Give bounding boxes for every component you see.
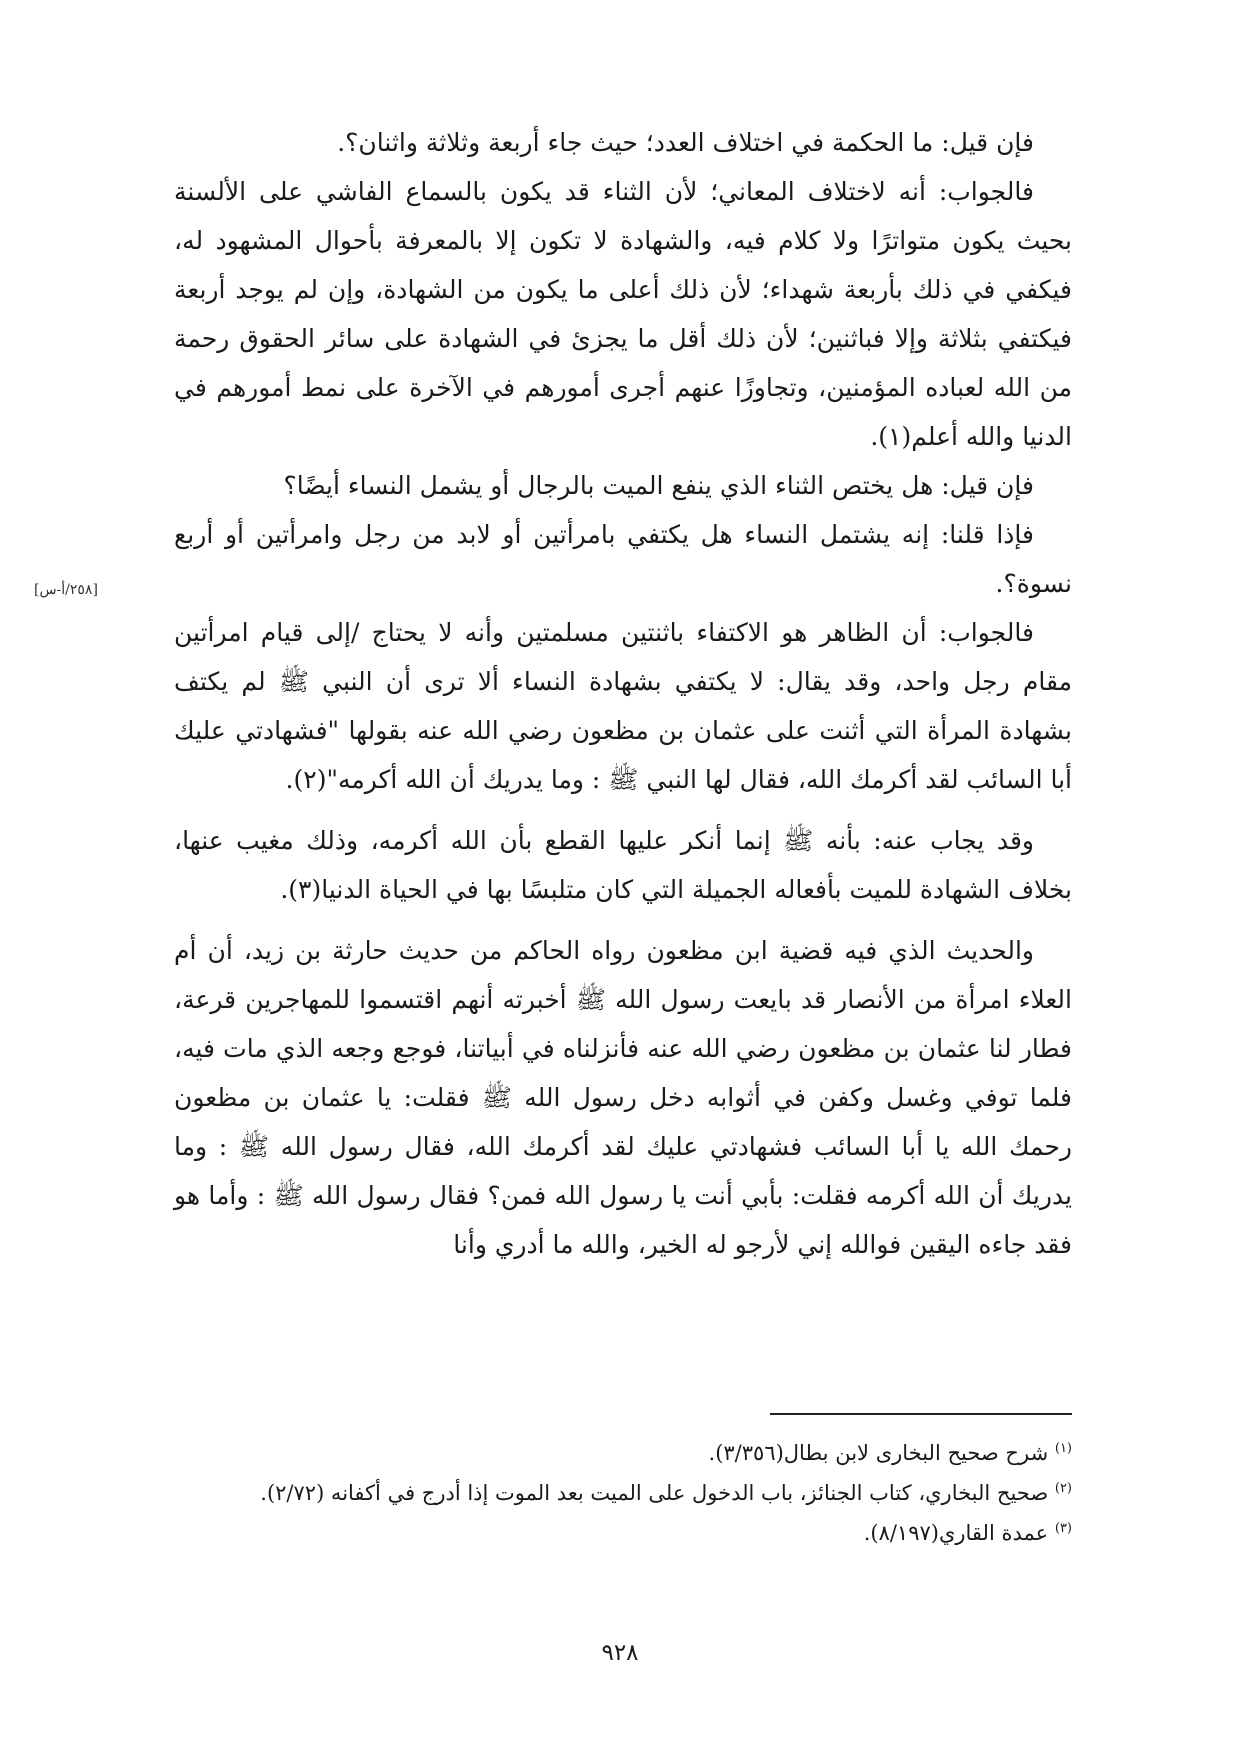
main-text (174, 118, 1072, 1269)
paragraph-reply: وقد يجاب عنه: بأنه ﷺ إنما أنكر عليها القطع بأن الله أكرمه، وذلك مغيب عنها، بخلاف الشهادة للميت بأفعاله الجميلة التي كان متلبسًا بها في الحياة الدنيا(٣). (174, 826, 1072, 904)
footnote-text: صحيح البخاري، كتاب الجنائز، باب الدخول على الميت بعد الموت إذا أدرج في أكفانه (٢/٧٢). (260, 1481, 1049, 1505)
footnote (174, 1513, 1072, 1553)
paragraph-hadith: والحديث الذي فيه قضية ابن مظعون رواه الحاكم من حديث حارثة بن زيد، أن أم العلاء امرأة من الأنصار قد بايعت رسول الله ﷺ أخبرته أنهم اقتسموا للمهاجرين قرعة، فطار لنا عثمان بن مظعون رضي الله عنه فأنزلناه في أبياتنا، فوجع وجعه الذي مات فيه، فلما توفي وغسل وكفن في أثوابه دخل رسول الله ﷺ فقلت: يا عثمان بن مظعون رحمك الله يا أبا السائب فشهادتي عليك لقد أكرمك الله، فقال رسول الله ﷺ : وما يدريك أن الله أكرمه فقلت: بأبي أنت يا رسول الله فمن؟ فقال رسول الله ﷺ : وأما هو فقد جاءه اليقين فوالله إني لأرجو له الخير، والله ما أدري وأنا (174, 936, 1072, 1259)
footnotes (174, 1433, 1072, 1553)
paragraph-question-number: فإن قيل: ما الحكمة في اختلاف العدد؛ حيث جاء أربعة وثلاثة واثنان؟. (337, 128, 1034, 157)
footnote-divider (770, 1413, 1072, 1415)
footnote-mark: (٣) (1054, 1521, 1072, 1536)
footnote-text: عمدة القاري(٨/١٩٧). (863, 1521, 1049, 1545)
page-number: ٩٢٨ (601, 1640, 639, 1666)
footnote (174, 1433, 1072, 1473)
footnote-mark: (١) (1054, 1441, 1072, 1456)
footnote (174, 1473, 1072, 1513)
footnote-text: شرح صحيح البخارى لابن بطال(٣/٣٥٦). (708, 1441, 1049, 1465)
paragraph-question-women: فإن قيل: هل يختص الثناء الذي ينفع الميت بالرجال أو يشمل النساء أيضًا؟ (283, 471, 1034, 500)
paragraph-question-count: فإذا قلنا: إنه يشتمل النساء هل يكتفي بامرأتين أو لابد من رجل وامرأتين أو أربع نسوة؟. (174, 520, 1072, 598)
footnote-mark: (٢) (1054, 1481, 1072, 1496)
paragraph-answer-number: فالجواب: أنه لاختلاف المعاني؛ لأن الثناء قد يكون بالسماع الفاشي على الألسنة بحيث يكون متواترًا ولا كلام فيه، والشهادة لا تكون إلا بالمعرفة بأحوال المشهود له، فيكفي في ذلك بأربعة شهداء؛ لأن ذلك أعلى ما يكون من الشهادة، وإن لم يوجد أربعة فيكتفي بثلاثة وإلا فباثنين؛ لأن ذلك أقل ما يجزئ في الشهادة على سائر الحقوق رحمة من الله لعباده المؤمنين، وتجاوزًا عنهم أجرى أمورهم في الآخرة على نمط أمورهم في الدنيا والله أعلم(١). (174, 177, 1072, 451)
paragraph-answer-women: فالجواب: أن الظاهر هو الاكتفاء باثنتين مسلمتين وأنه لا يحتاج /إلى قيام امرأتين مقام رجل واحد، وقد يقال: لا يكتفي بشهادة النساء ألا ترى أن النبي ﷺ لم يكتف بشهادة المرأة التي أثنت على عثمان بن مظعون رضي الله عنه بقولها "فشهادتي عليك أبا السائب لقد أكرمك الله، فقال لها النبي ﷺ : وما يدريك أن الله أكرمه"(٢). (174, 618, 1072, 794)
manuscript-folio-note: [٢٥٨/أ-س] (34, 582, 98, 598)
